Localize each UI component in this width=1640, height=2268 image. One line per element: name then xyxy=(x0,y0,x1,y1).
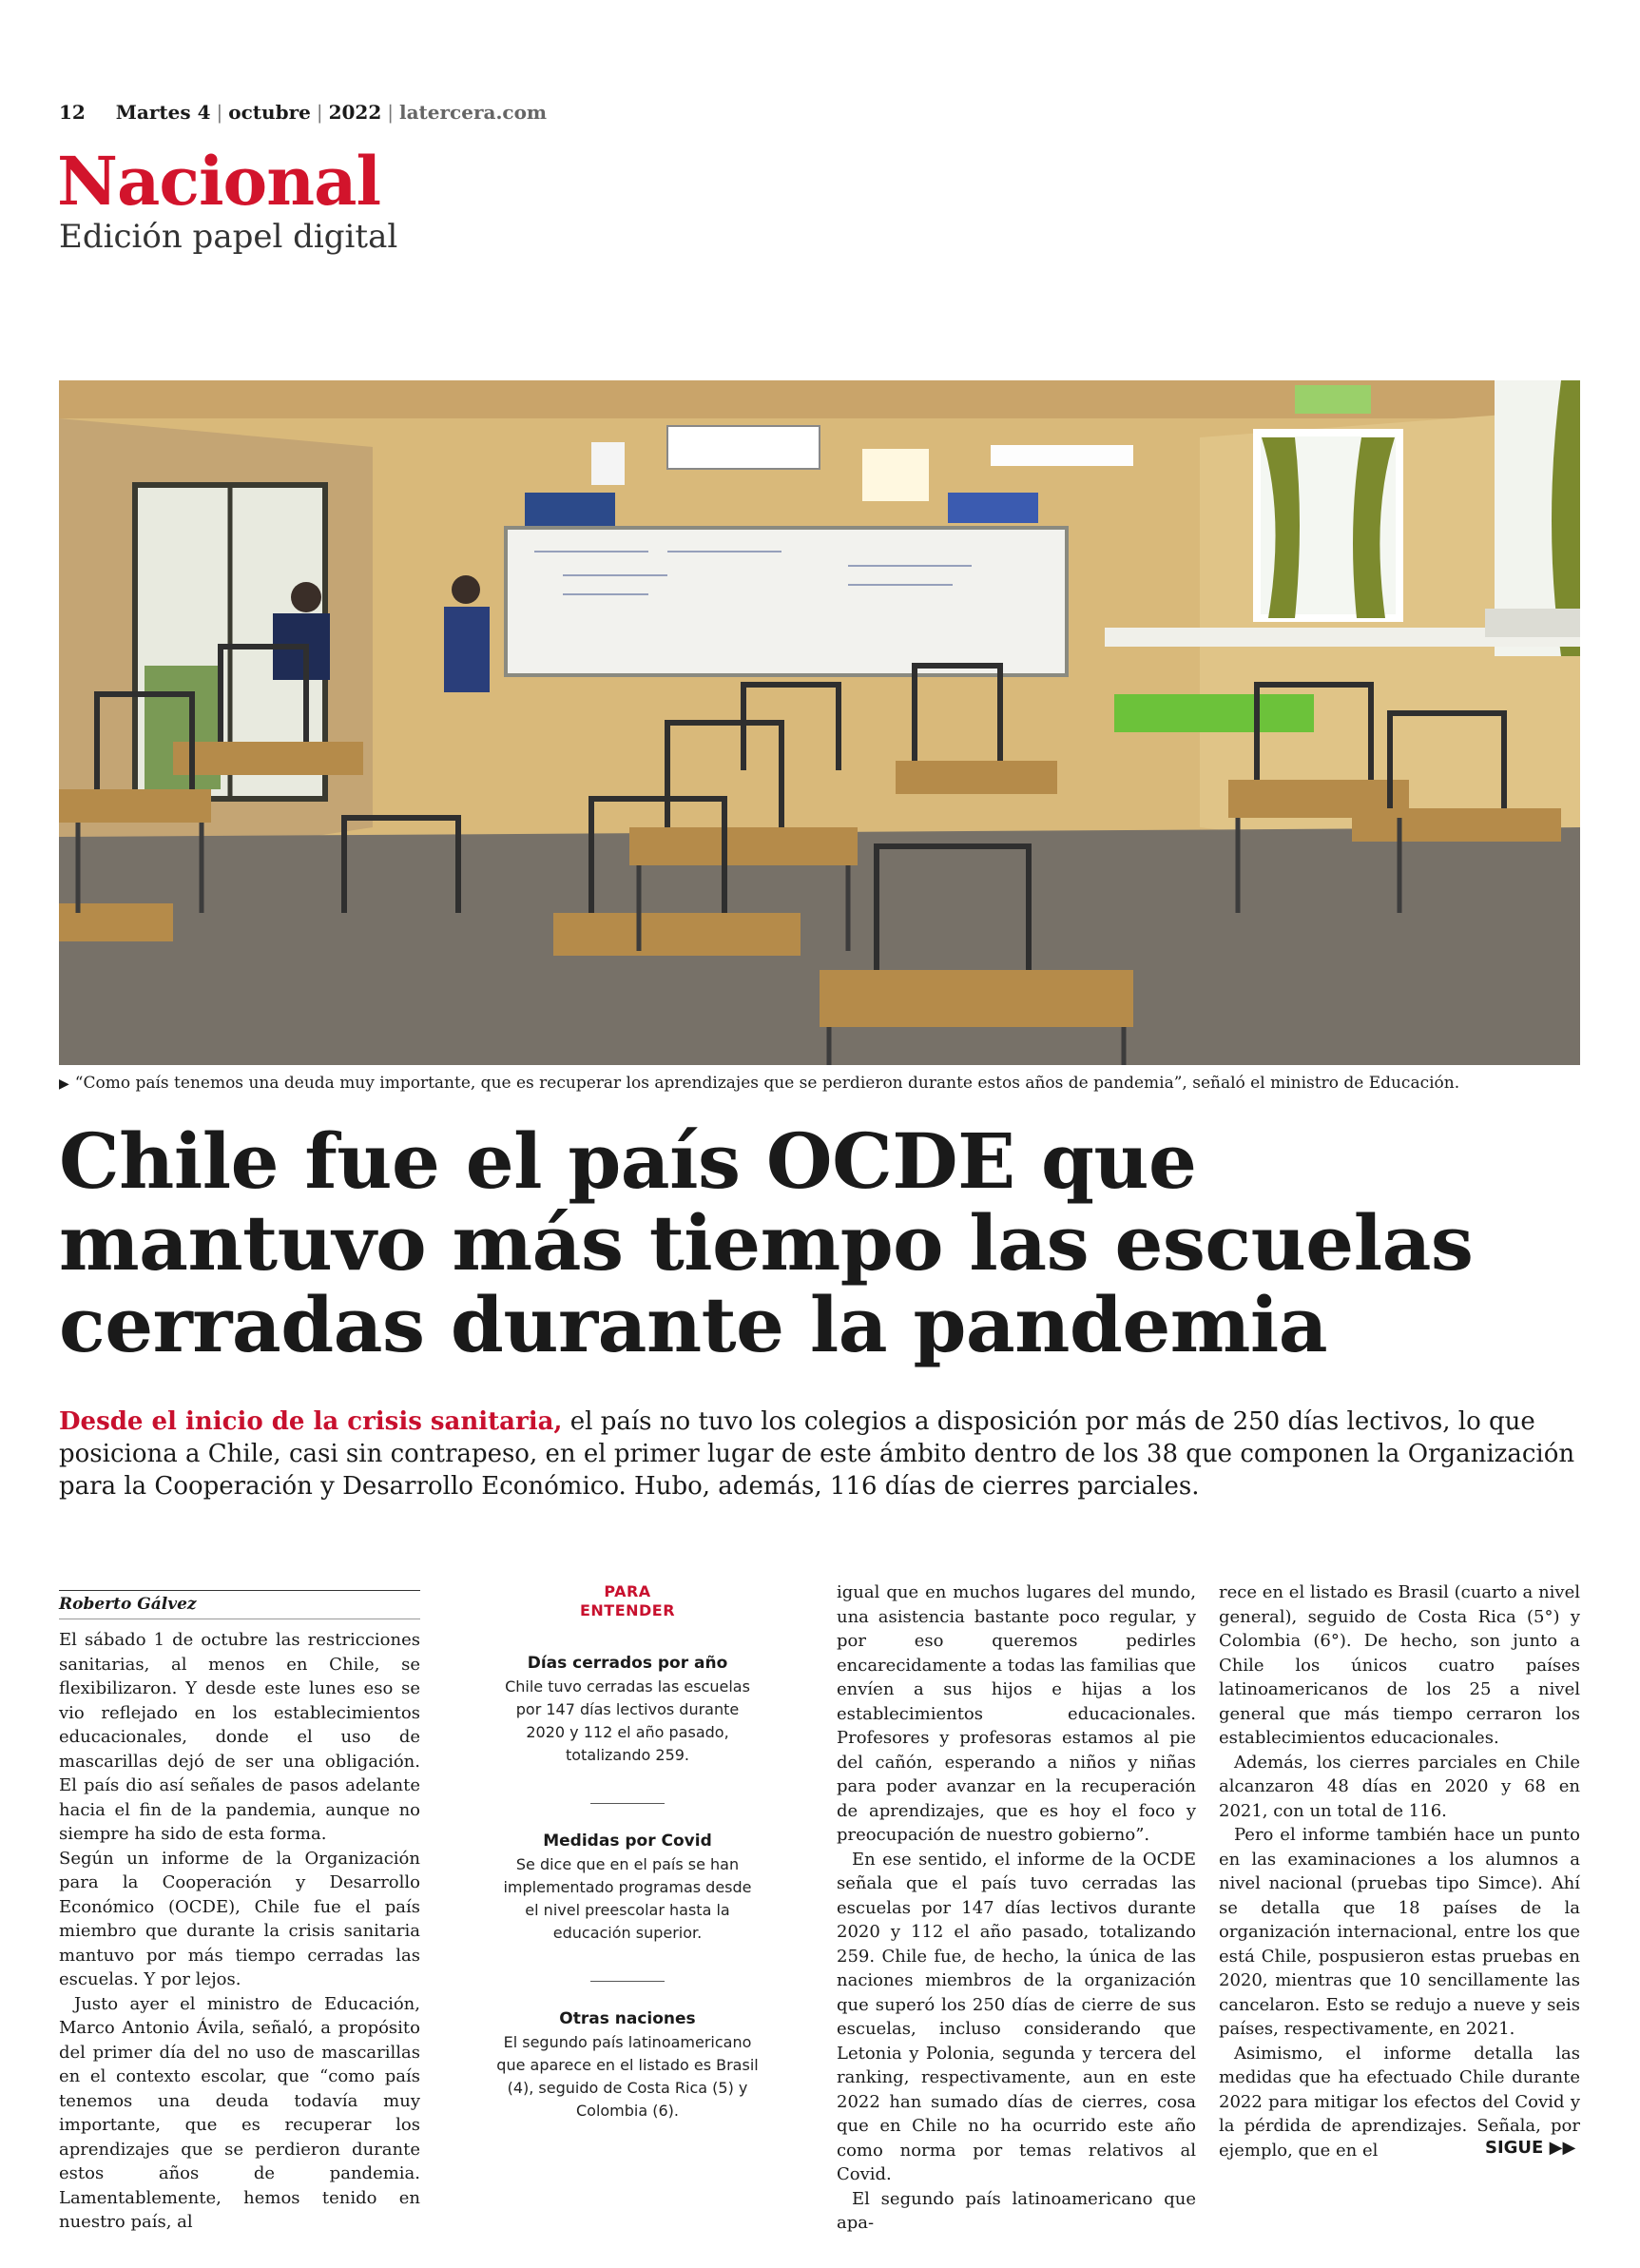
issue-month: octubre xyxy=(228,101,311,124)
caption-text: “Como país tenemos una deuda muy importante, que es recuperar los aprendizajes que se perdieron durante estos años de pandemia”, señaló el ministro de Educación. xyxy=(74,1074,1460,1093)
page-number: 12 xyxy=(59,101,86,124)
sidebar-title-top: PARA xyxy=(604,1582,651,1600)
photo-caption xyxy=(59,1073,1580,1095)
body-paragraph: Asimismo, el informe detalla las medidas que ha efectuado Chile durante 2022 para mitigar los efectos del Covid y la pérdida de aprendizajes. Señala, por ejemplo, que en el xyxy=(1219,2043,1580,2161)
body-paragraph: Justo ayer el ministro de Educación, Marco Antonio Ávila, señaló, a propósito del primer día del no uso de mascarillas en el contexto escolar, que “como país tenemos una deuda todavía muy importante, que es recuperar los aprendizajes que se perdieron durante estos años de pandemia. Lamentablemente, hemos tenido en nuestro país, al xyxy=(59,1993,420,2232)
body-paragraph: En ese sentido, el informe de la OCDE señala que el país tuvo cerradas las escuelas por 147 días lectivos durante 2020 y 112 el año pasado, totalizando 259. Chile fue, de hecho, la única de las naciones miembros de la organización que superó los 250 días de cierre de sus escuelas, incluso considerando que Letonia y Polonia, segunda y tercera del ranking, respectivamente, aun en este 2022 han sumado días de cierres, cosa que en Chile no ha ocurrido este año como norma por temas relativos al Covid. xyxy=(837,1849,1196,2184)
sidebar-item-text: Se dice que en el país se han implementado programas desde el nivel preescolar hasta la educación superior. xyxy=(503,1855,752,1942)
headline xyxy=(59,1116,1580,1369)
sidebar-divider xyxy=(590,1981,665,1982)
site-link[interactable]: latercera.com xyxy=(399,101,548,124)
para-entender-box xyxy=(494,1582,761,2123)
lead-text: el país no tuvo los colegios a disposición por más de 250 días lectivos, lo que posiciona a Chile, casi sin contrapeso, en el primer lugar de este ámbito dentro de los 38 que componen la Organización para la Cooperación y Desarrollo Económico. Hubo, además, 116 días de cierres parciales. xyxy=(59,1407,1575,1501)
continue-link[interactable]: SIGUE ▶▶ xyxy=(1485,2138,1576,2158)
sidebar-item xyxy=(494,2008,761,2123)
byline: Roberto Gálvez xyxy=(59,1590,420,1619)
lead-kicker: Desde el inicio de la crisis sanitaria, xyxy=(59,1407,563,1436)
sidebar-item-text: El segundo país latinoamericano que aparece en el listado es Brasil (4), seguido de Costa Rica (5) y Colombia (6). xyxy=(496,2033,759,2120)
headline-line: cerradas durante la pandemia xyxy=(59,1280,1328,1369)
body-paragraph: Además, los cierres parciales en Chile alcanzaron 48 días en 2020 y 68 en 2021, con un total de 116. xyxy=(1219,1752,1580,1821)
issue-day: Martes 4 xyxy=(115,101,211,124)
body-paragraph: El segundo país latinoamericano que apa- xyxy=(837,2188,1196,2233)
sidebar-item xyxy=(494,1831,761,1945)
body-paragraph: Según un informe de la Organización para la Cooperación y Desarrollo Económico (OCDE), Chile fue el país miembro que durante la crisis sanitaria mantuvo por más tiempo cerradas las escuelas. Y por lejos. xyxy=(59,1848,420,1989)
body-paragraph: rece en el listado es Brasil (cuarto a nivel general), seguido de Costa Rica (5°) y Colombia (6°). De hecho, son junto a Chile los únicos cuatro países latinoamericanos de los 25 a nivel general que más tiempo cerraron los establecimientos educacionales. xyxy=(1219,1582,1580,1748)
edition-label: Edición papel digital xyxy=(59,218,398,256)
issue-year: 2022 xyxy=(328,101,382,124)
body-paragraph: igual que en muchos lugares del mundo, una asistencia bastante poco regular, y por eso queremos pedirles encarecidamente a todas las familias que envíen a sus hijos e hijas a los establecimientos educacionales. Profesores y profesoras estamos al pie del cañón, esperando a niños y niñas para poder avanzar en la recuperación de aprendizajes, que es hoy el foco y preocupación de nuestro gobierno”. xyxy=(837,1582,1196,1845)
sidebar-item-text: Chile tuvo cerradas las escuelas por 147 días lectivos durante 2020 y 112 el año pasado, totalizando 259. xyxy=(505,1677,750,1764)
classroom-photo xyxy=(59,380,1580,1065)
caption-arrow-icon: ▶ xyxy=(59,1076,69,1092)
body-paragraph: Pero el informe también hace un punto en las examinaciones a los alumnos a nivel nacional (pruebas tipo Simce). Ahí se detalla que 18 países de la organización internacional, entre los que está Chile, pospusieron estas pruebas en 2020, mientras que 10 sencillamente las cancelaron. Esto se redujo a nueve y seis países, respectivamente, en 2021. xyxy=(1219,1825,1580,2039)
body-column-3 xyxy=(837,1580,1196,2236)
sidebar-item xyxy=(494,1653,761,1767)
sidebar-divider xyxy=(590,1803,665,1804)
body-column-1 xyxy=(59,1628,420,2235)
sidebar-item-heading: Medidas por Covid xyxy=(543,1832,712,1851)
body-paragraph: El sábado 1 de octubre las restricciones sanitarias, al menos en Chile, se flexibilizaron. Y desde este lunes eso se vio reflejado en los establecimientos educacionales, donde el uso de mascarillas dejó de ser una obligación. El país dio así señales de pasos adelante hacia el fin de la pandemia, aunque no siempre ha sido de esta forma. xyxy=(59,1630,420,1844)
body-column-4 xyxy=(1219,1580,1580,2162)
sidebar-item-heading: Días cerrados por año xyxy=(527,1654,728,1673)
headline-line: mantuvo más tiempo las escuelas xyxy=(59,1198,1474,1288)
sidebar-item-heading: Otras naciones xyxy=(559,2009,696,2028)
lead-paragraph xyxy=(59,1405,1580,1502)
page-folio: 12 Martes 4 | octubre | 2022 | latercera.com xyxy=(59,101,548,124)
headline-line: Chile fue el país OCDE que xyxy=(59,1116,1197,1206)
sidebar-title-bottom: ENTENDER xyxy=(579,1601,676,1619)
section-title: Nacional xyxy=(57,142,381,221)
